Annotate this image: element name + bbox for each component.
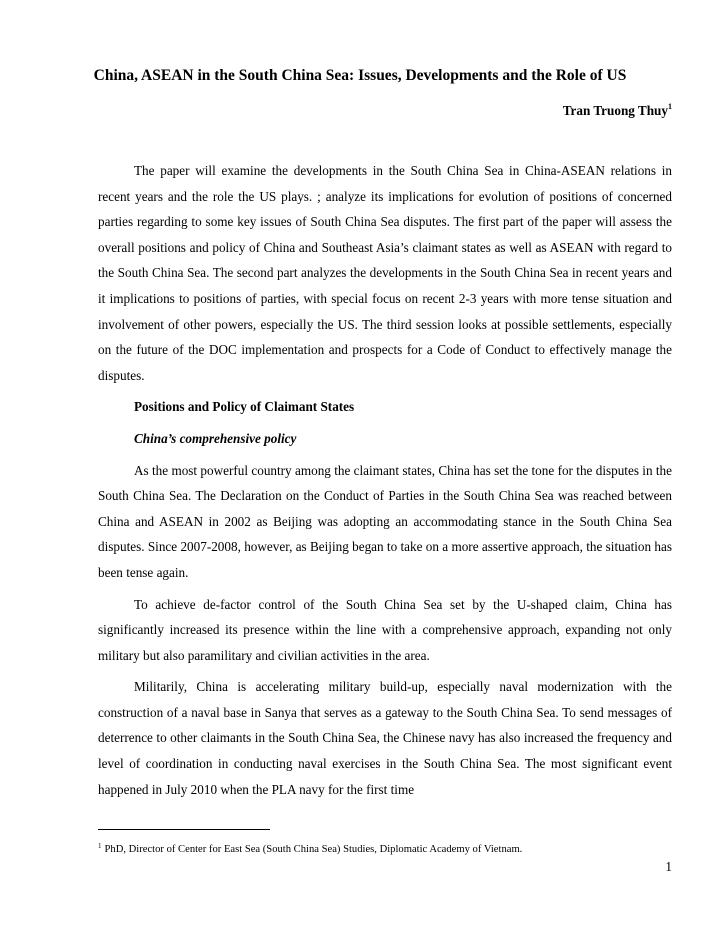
body-paragraph: As the most powerful country among the claimant states, China has set the tone for the disputes in the South China Sea. The Declaration on the Conduct of Parties in the South China Sea was reached between China and ASEAN in 2002 as Beijing was adopting an accommodating stance in the South China Sea disputes. Since 2007-2008, however, as Beijing began to take on a more assertive approach, the situation has been tense again. — [98, 462, 672, 580]
footnote-text: PhD, Director of Center for East Sea (South China Sea) Studies, Diplomatic Academy of Vietnam. — [104, 844, 523, 855]
page-number: 1 — [665, 859, 672, 874]
intro-paragraph: The paper will examine the developments in the South China Sea in China-ASEAN relations in recent years and the role the US plays. ; analyze its implications for evolution of positions of concerned parties regarding to some key issues of South China Sea disputes. The first part of the paper will assess the overall positions and policy of China and Southeast Asia’s claimant states as well as ASEAN with regard to the South China Sea. The second part analyzes the developments in the South China Sea in recent years and it implications to positions of parties, with special focus on recent 2-3 years with more tense situation and involvement of other powers, especially the US. The third session looks at possible settlements, especially on the future of the DOC implementation and prospects for a Code of Conduct to effectively manage the disputes. — [98, 163, 672, 383]
author-name: Tran Truong Thuy — [562, 103, 668, 118]
footnote-marker: 1 — [98, 842, 102, 850]
footnote-separator — [98, 829, 270, 830]
footnote — [98, 842, 672, 858]
author-line — [563, 101, 672, 121]
document-title: China, ASEAN in the South China Sea: Issues, Developments and the Role of US — [93, 67, 627, 84]
document-body — [98, 158, 672, 808]
body-paragraph: To achieve de-factor control of the South China Sea set by the U-shaped claim, China has significantly increased its presence within the line with a comprehensive approach, expanding not only military but also paramilitary and civilian activities in the area. — [98, 596, 672, 663]
subsection-heading: China’s comprehensive policy — [134, 430, 297, 446]
section-heading: Positions and Policy of Claimant States — [134, 399, 355, 415]
body-paragraph: Militarily, China is accelerating military build-up, especially naval modernization with the construction of a naval base in Sanya that serves as a gateway to the South China Sea. To send messages of deterrence to other claimants in the South China Sea, the Chinese navy has also increased the frequency and level of coordination in conducting naval exercises in the South China Sea. The most significant event happened in July 2010 when the PLA navy for the first time — [98, 679, 672, 797]
author-footnote-marker[interactable]: 1 — [668, 102, 672, 111]
